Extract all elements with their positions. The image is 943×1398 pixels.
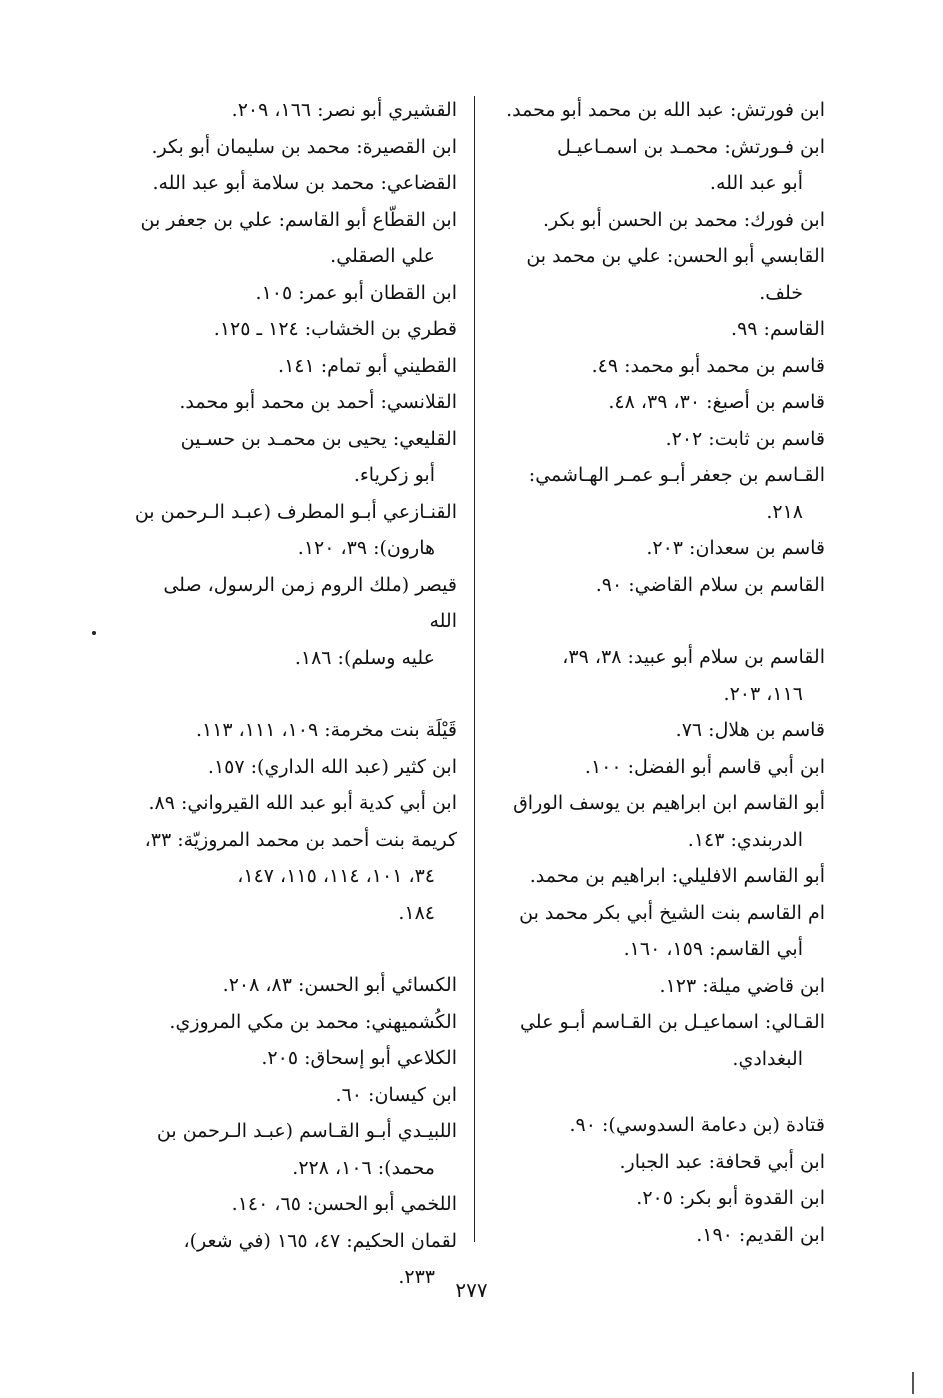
entry-text: ابن فـورتش: محمـد بن اسمـاعيـل xyxy=(556,135,825,158)
entry-continuation: ٣٤، ١٠١، ١١٤، ١١٥، ١٤٧، xyxy=(237,865,435,887)
index-entry xyxy=(131,785,457,822)
index-entry xyxy=(131,275,457,312)
entry-text: ابن فورتش: عبد الله بن محمد أبو محمد. xyxy=(506,99,825,121)
entry-text: قتادة (بن دعامة السدوسي): ٩٠. xyxy=(569,1114,825,1136)
index-entry xyxy=(131,712,457,749)
entry-text: القطيني أبو تمام: ١٤١. xyxy=(278,354,457,377)
index-entry xyxy=(131,202,457,275)
entry-text: القلانسي: أحمد بن محمد أبو محمد. xyxy=(179,391,457,413)
entry-text: ابن أبي قحافة: عبد الجبار. xyxy=(619,1150,825,1173)
entry-text: قاسم بن سعدان: ٢٠٣. xyxy=(646,537,825,559)
index-entry xyxy=(131,1040,457,1077)
index-entry xyxy=(493,202,825,239)
entry-text: قيصر (ملك الروم زمن الرسول، صلى الله xyxy=(163,573,457,632)
entry-text: اللبيـدي أبـو القـاسم (عبـد الـرحمن بن xyxy=(156,1120,457,1142)
entry-text: ابن القطّاع أبو القاسم: علي بن جعفر بن xyxy=(140,208,457,231)
entry-text: القنـازعي أبـو المطرف (عبـد الـرحمن بن xyxy=(134,500,457,523)
index-entry xyxy=(131,1186,457,1223)
index-entry xyxy=(493,1144,825,1181)
entry-text: القـالي: اسماعيـل بن القـاسم أبـو علي xyxy=(519,1011,825,1033)
entry-text: قَيْلَة بنت مخرمة: ١٠٩، ١١١، ١١٣. xyxy=(195,719,457,741)
index-entry xyxy=(493,858,825,895)
index-entry xyxy=(493,1217,825,1254)
index-entry xyxy=(493,1004,825,1077)
entry-continuation: أبو عبد الله. xyxy=(709,172,803,194)
entry-text: ابن القصيرة: محمد بن سليمان أبو بكر. xyxy=(151,135,457,158)
entry-text: القاسم: ٩٩. xyxy=(731,318,825,340)
entry-text: ابن القديم: ١٩٠. xyxy=(696,1223,825,1246)
entry-continuation: ٢٣٣. xyxy=(398,1266,435,1288)
index-entry xyxy=(493,348,825,385)
entry-text: ابن كيسان: ٦٠. xyxy=(335,1083,457,1106)
page-number: ٢٧٧ xyxy=(455,1278,488,1302)
index-entry xyxy=(131,1004,457,1041)
entry-text: قطري بن الخشاب: ١٢٤ ـ ١٢٥. xyxy=(213,318,457,340)
index-entry xyxy=(131,567,457,677)
entry-text: اللخمي أبو الحسن: ٦٥، ١٤٠. xyxy=(231,1193,457,1215)
entry-text: ابن أبي كدية أبو عبد الله القيرواني: ٨٩. xyxy=(148,792,457,814)
index-entry xyxy=(493,421,825,458)
entry-continuation: الدربندي: ١٤٣. xyxy=(687,828,803,851)
entry-text: ابن قاضي ميلة: ١٢٣. xyxy=(659,974,825,997)
entry-text: القاسم بن سلام أبو عبيد: ٣٨، ٣٩، xyxy=(562,646,825,668)
index-entry xyxy=(493,968,825,1005)
entry-text: القابسي أبو الحسن: علي بن محمد بن xyxy=(526,245,825,267)
entry-text: ابن أبي قاسم أبو الفضل: ١٠٠. xyxy=(584,755,825,778)
entry-text: قاسم بن هلال: ٧٦. xyxy=(675,719,825,741)
index-entry xyxy=(131,494,457,567)
entry-text: أبو القاسم ابن ابراهيم بن يوسف الوراق xyxy=(513,792,825,814)
entry-text: كريمة بنت أحمد بن محمد المروزيّة: ٣٣، xyxy=(144,828,457,851)
index-entry xyxy=(131,1077,457,1114)
index-entry xyxy=(493,1180,825,1217)
entry-text: ابن القطان أبو عمر: ١٠٥. xyxy=(255,281,457,304)
entry-continuation: عليه وسلم): ١٨٦. xyxy=(294,646,435,669)
index-entry xyxy=(131,967,457,1004)
index-entry xyxy=(493,1107,825,1144)
entry-text: الكسائي أبو الحسن: ٨٣، ٢٠٨. xyxy=(222,974,457,996)
index-entry xyxy=(493,895,825,968)
index-entry xyxy=(493,238,825,311)
right-column xyxy=(493,92,825,1253)
index-entry xyxy=(131,92,457,129)
entry-continuation: البغدادي. xyxy=(732,1047,803,1070)
entry-continuation: علي الصقلي. xyxy=(330,245,435,267)
entry-text: الكُشميهني: محمد بن مكي المروزي. xyxy=(169,1010,457,1033)
section-gap xyxy=(131,931,457,967)
index-entry xyxy=(131,749,457,786)
index-entry xyxy=(493,129,825,202)
entry-text: الكلاعي أبو إسحاق: ٢٠٥. xyxy=(261,1047,457,1069)
index-entry xyxy=(131,421,457,494)
entry-text: ابن فورك: محمد بن الحسن أبو بكر. xyxy=(543,208,825,231)
index-entry xyxy=(493,567,825,604)
index-entry xyxy=(493,92,825,129)
index-entry xyxy=(493,639,825,712)
entry-text: القاسم بن سلام القاضي: ٩٠. xyxy=(595,573,825,596)
section-gap xyxy=(493,1077,825,1107)
page-edge-mark xyxy=(912,1372,914,1394)
stray-dot xyxy=(92,631,96,635)
entry-text: قاسم بن ثابت: ٢٠٢. xyxy=(665,427,825,450)
entry-continuation: محمد): ١٠٦، ٢٢٨. xyxy=(292,1156,435,1179)
left-column xyxy=(131,92,457,1296)
section-gap xyxy=(131,676,457,712)
entry-text: القضاعي: محمد بن سلامة أبو عبد الله. xyxy=(152,172,457,194)
index-entry xyxy=(493,530,825,567)
index-entry xyxy=(493,311,825,348)
index-entry xyxy=(131,165,457,202)
index-entry xyxy=(131,311,457,348)
index-entry xyxy=(131,822,457,932)
index-entry xyxy=(131,384,457,421)
entry-text: لقمان الحكيم: ٤٧، ١٦٥ (في شعر)، xyxy=(183,1229,457,1252)
entry-continuation: ١١٦، ٢٠٣. xyxy=(723,682,803,705)
entry-text: القـاسم بن جعفر أبـو عمـر الهـاشمي: xyxy=(528,464,825,486)
index-entry xyxy=(493,457,825,530)
entry-text: القشيري أبو نصر: ١٦٦، ٢٠٩. xyxy=(231,99,457,121)
entry-text: ابن كثير (عبد الله الداري): ١٥٧. xyxy=(207,755,457,778)
entry-continuation: أبو زكرياء. xyxy=(353,464,435,486)
index-entry xyxy=(493,384,825,421)
index-entry xyxy=(493,712,825,749)
index-entry xyxy=(131,348,457,385)
entry-text: قاسم بن محمد أبو محمد: ٤٩. xyxy=(591,354,825,377)
entry-continuation: أبي القاسم: ١٥٩، ١٦٠. xyxy=(623,938,803,960)
index-entry xyxy=(131,129,457,166)
index-entry xyxy=(131,1113,457,1186)
entry-continuation: ١٨٤. xyxy=(398,901,435,924)
entry-continuation: هارون): ٣٩، ١٢٠. xyxy=(297,537,435,559)
index-entry xyxy=(493,785,825,858)
entry-text: ابن القدوة أبو بكر: ٢٠٥. xyxy=(636,1187,825,1209)
entry-text: القليعي: يحيى بن محمـد بن حسـين xyxy=(180,427,457,450)
entry-text: أبو القاسم الافليلي: ابراهيم بن محمد. xyxy=(529,865,825,887)
column-divider xyxy=(474,96,475,1242)
entry-continuation: خلف. xyxy=(759,281,803,304)
entry-text: ام القاسم بنت الشيخ أبي بكر محمد بن xyxy=(519,901,825,924)
index-entry xyxy=(493,749,825,786)
section-gap xyxy=(493,603,825,639)
entry-continuation: ٢١٨. xyxy=(766,500,803,523)
entry-text: قاسم بن أصبغ: ٣٠، ٣٩، ٤٨. xyxy=(608,391,825,413)
